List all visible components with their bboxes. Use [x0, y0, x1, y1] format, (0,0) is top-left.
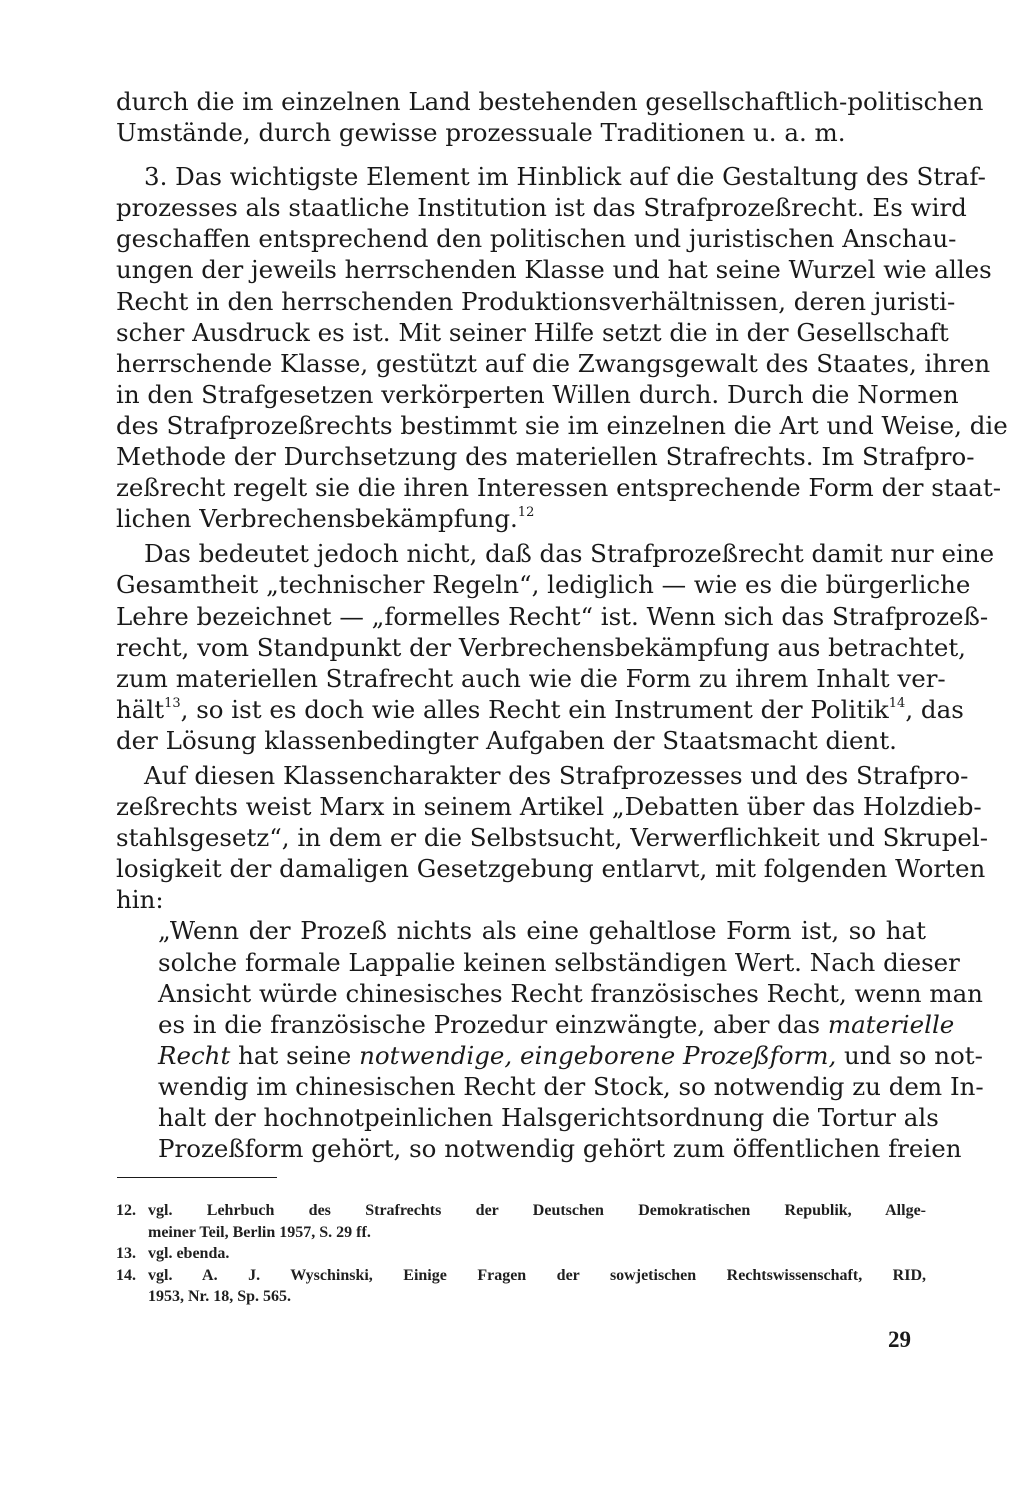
text-line: Methode der Durchsetzung des materiellen Strafrechts. Im Strafpro-: [116, 442, 975, 472]
text-line: zeßrechts weist Marx in seinem Artikel „Debatten über das Holzdieb-: [116, 792, 982, 822]
text-line: prozesses als staatliche Institution ist das Strafprozeßrecht. Es wird: [116, 193, 967, 223]
text-line: Lehre bezeichnet — „formelles Recht“ ist. Wenn sich das Strafprozeß-: [116, 601, 989, 631]
footnote-ref: 12: [517, 505, 535, 521]
footnote-ref: 14: [888, 695, 906, 711]
text-line: 3. Das wichtigste Element im Hinblick auf die Gestaltung des Straf-: [144, 162, 986, 192]
quote-line: solche formale Lappalie keinen selbständigen Wert. Nach dieser: [158, 947, 960, 977]
footnote-text: [148, 1265, 926, 1308]
text-line: durch die im einzelnen Land bestehenden gesellschaftlich-politischen: [116, 87, 984, 116]
text-line: der Lösung klassenbedingter Aufgaben der Staatsmacht dient.: [116, 725, 897, 755]
text-line: ungen der jeweils herrschenden Klasse und hat seine Wurzel wie alles: [116, 255, 992, 285]
footnote-line: meiner Teil, Berlin 1957, S. 29 ff.: [148, 1223, 371, 1241]
text-line: Gesamtheit „technischer Regeln“, lediglich — wie es die bürgerliche: [116, 570, 971, 600]
footnote-line: vgl. A. J. Wyschinski, Einige Fragen der sowjetischen Rechtswissenschaft, RID,: [148, 1266, 926, 1284]
text-line: losigkeit der damaligen Gesetzgebung entlarvt, mit folgenden Worten: [116, 854, 986, 884]
text-line: recht, vom Standpunkt der Verbrechensbekämpfung aus betrachtet,: [116, 632, 966, 662]
text-run: und so not-: [836, 1040, 983, 1070]
quote-line: Prozeßform gehört, so notwendig gehört zum öffentlichen freien: [158, 1134, 962, 1164]
text-line: geschaffen entsprechend den politischen und juristischen Anschau-: [116, 224, 957, 254]
text-line: Auf diesen Klassencharakter des Strafprozesses und des Strafpro-: [144, 760, 969, 790]
footnote-line: vgl. ebenda.: [148, 1245, 230, 1262]
footnote: [116, 1265, 926, 1308]
footnote-separator: [117, 1177, 277, 1178]
text-line: Recht in den herrschenden Produktionsverhältnissen, deren juristi-: [116, 286, 956, 316]
page-number: 29: [888, 1327, 911, 1352]
text-line: des Strafprozeßrechts bestimmt sie im einzelnen die Art und Weise, die: [116, 410, 1008, 440]
quote-line: [116, 1040, 983, 1071]
italic-run: Recht: [158, 1040, 231, 1070]
footnotes: [116, 1200, 926, 1308]
text-run: , so ist es doch wie alles Recht ein Instrument der Politik: [180, 694, 889, 724]
footnote-ref: 13: [164, 695, 181, 711]
text-line: [116, 694, 964, 725]
text-run: hat seine: [230, 1040, 360, 1070]
footnote-line: vgl. Lehrbuch des Strafrechts der Deutschen Demokratischen Republik, Allge-: [148, 1202, 926, 1219]
text-line: hin:: [116, 885, 164, 915]
main-text: [116, 86, 1008, 1164]
footnote-text: [148, 1243, 926, 1265]
quote-line: wendig im chinesischen Recht der Stock, so notwendig zu dem In-: [158, 1071, 984, 1101]
text-line: in den Strafgesetzen verkörperten Willen durch. Durch die Normen: [116, 379, 959, 409]
text-run: , das: [905, 694, 964, 724]
text-line: Das bedeutet jedoch nicht, daß das Strafprozeßrecht damit nur eine: [144, 539, 995, 569]
italic-run: materielle: [827, 1009, 955, 1039]
text-line: [116, 503, 926, 534]
text-line: zum materiellen Strafrecht auch wie die Form zu ihrem Inhalt ver-: [116, 663, 946, 693]
text-run: hält: [116, 694, 165, 724]
text-line: stahlsgesetz“, in dem er die Selbstsucht, Verwerflichkeit und Skrupel-: [116, 823, 988, 853]
text-run: lichen Verbrechensbekämpfung.: [116, 504, 518, 534]
footnote: [116, 1200, 926, 1243]
footnote-number: 14.: [116, 1266, 136, 1284]
paragraph-gap: [116, 148, 926, 161]
text-run: es in die französische Prozedur einzwängte, aber das: [158, 1009, 828, 1039]
footnote: [116, 1243, 926, 1265]
text-line: zeßrecht regelt sie die ihren Interessen entsprechende Form der staat-: [116, 473, 1002, 503]
text-line: scher Ausdruck es ist. Mit seiner Hilfe setzt die in der Gesellschaft: [116, 317, 949, 347]
quote-line: „Wenn der Prozeß nichts als eine gehaltlose Form ist, so hat: [158, 916, 926, 946]
quote-line: [116, 1009, 955, 1040]
block-quote: [116, 915, 984, 1164]
text-line: Umstände, durch gewisse prozessuale Traditionen u. a. m.: [116, 118, 846, 148]
footnote-text: [148, 1200, 926, 1243]
quote-line: halt der hochnotpeinlichen Halsgerichtsordnung die Tortur als: [158, 1103, 939, 1132]
footnote-number: 13.: [116, 1245, 136, 1262]
text-line: herrschende Klasse, gestützt auf die Zwangsgewalt des Staates, ihren: [116, 348, 991, 378]
quote-line: Ansicht würde chinesisches Recht französisches Recht, wenn man: [158, 978, 983, 1008]
italic-run: notwendige, eingeborene Prozeßform,: [359, 1040, 837, 1070]
footnote-line: 1953, Nr. 18, Sp. 565.: [148, 1288, 291, 1305]
footnote-number: 12.: [116, 1202, 136, 1219]
